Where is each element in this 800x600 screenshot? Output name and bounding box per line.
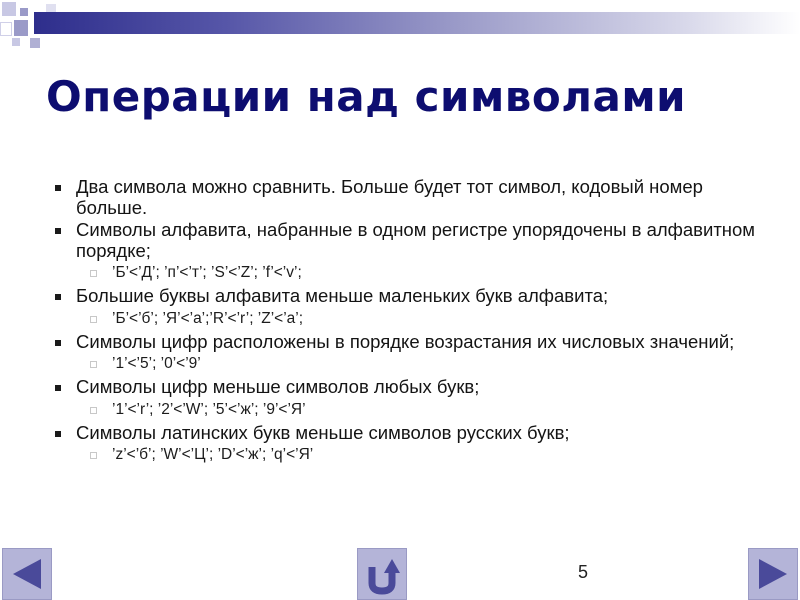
u-turn-arrow-icon <box>358 549 406 599</box>
prev-slide-button[interactable] <box>2 548 52 600</box>
hollow-square-bullet-icon <box>90 452 97 459</box>
square-bullet-icon <box>55 431 61 437</box>
bullet-item <box>54 332 774 353</box>
hollow-square-bullet-icon <box>90 316 97 323</box>
sub-bullet-item <box>54 445 774 465</box>
square-bullet-icon <box>55 228 61 234</box>
sub-bullet-item <box>54 400 774 420</box>
hollow-square-bullet-icon <box>90 361 97 368</box>
left-arrow-icon <box>3 549 51 599</box>
return-button[interactable] <box>357 548 407 600</box>
bullet-text: Символы цифр расположены в порядке возрастания их числовых значений; <box>76 330 735 352</box>
deco-square <box>12 38 20 46</box>
slide-title: Операции над символами <box>46 72 687 121</box>
bullet-text: Символы алфавита, набранные в одном регистре упорядочены в алфавитном порядке; <box>76 219 756 261</box>
bullet-item <box>54 377 774 398</box>
sub-bullet-item <box>54 309 774 329</box>
sub-bullet-text: ’z’<’б’; ’W’<’Ц’; ’D’<’ж’; ’q’<’Я’ <box>112 446 314 463</box>
deco-square <box>20 8 28 16</box>
square-bullet-icon <box>55 294 61 300</box>
deco-square <box>14 20 28 36</box>
square-bullet-icon <box>55 385 61 391</box>
bullet-item <box>54 286 774 307</box>
right-arrow-icon <box>749 549 797 599</box>
deco-square <box>2 2 16 16</box>
square-bullet-icon <box>55 185 61 191</box>
bullet-list <box>54 177 774 468</box>
page-number: 5 <box>578 562 589 582</box>
bullet-item <box>54 423 774 444</box>
bullet-text: Два символа можно сравнить. Больше будет тот символ, кодовый номер больше. <box>76 176 703 218</box>
bullet-text: Символы латинских букв меньше символов русских букв; <box>76 421 570 443</box>
bullet-item <box>54 177 774 218</box>
sub-bullet-item <box>54 263 774 283</box>
square-bullet-icon <box>55 340 61 346</box>
sub-bullet-item <box>54 354 774 374</box>
sub-bullet-text: ’Б’<’б’; ’Я’<’а’;’R’<’r’; ’Z’<’a’; <box>112 309 304 327</box>
deco-square <box>30 38 40 48</box>
hollow-square-bullet-icon <box>90 270 97 277</box>
deco-square <box>0 22 12 36</box>
sub-bullet-text: ’Б’<’Д’; ’п’<’т’; ’S’<’Z’; ’f’<’v’; <box>112 264 302 281</box>
sub-bullet-text: ’1’<’r’; ’2’<’W’; ’5’<’ж’; ’9’<’Я’ <box>112 400 306 418</box>
bullet-text: Символы цифр меньше символов любых букв; <box>76 376 480 397</box>
deco-square <box>46 4 56 12</box>
bullet-item <box>54 220 774 261</box>
header-gradient-bar <box>34 12 800 34</box>
next-slide-button[interactable] <box>748 548 798 600</box>
hollow-square-bullet-icon <box>90 407 97 414</box>
sub-bullet-text: ’1’<’5’; ’0’<’9’ <box>112 355 201 372</box>
bullet-text: Большие буквы алфавита меньше маленьких букв алфавита; <box>76 285 609 306</box>
